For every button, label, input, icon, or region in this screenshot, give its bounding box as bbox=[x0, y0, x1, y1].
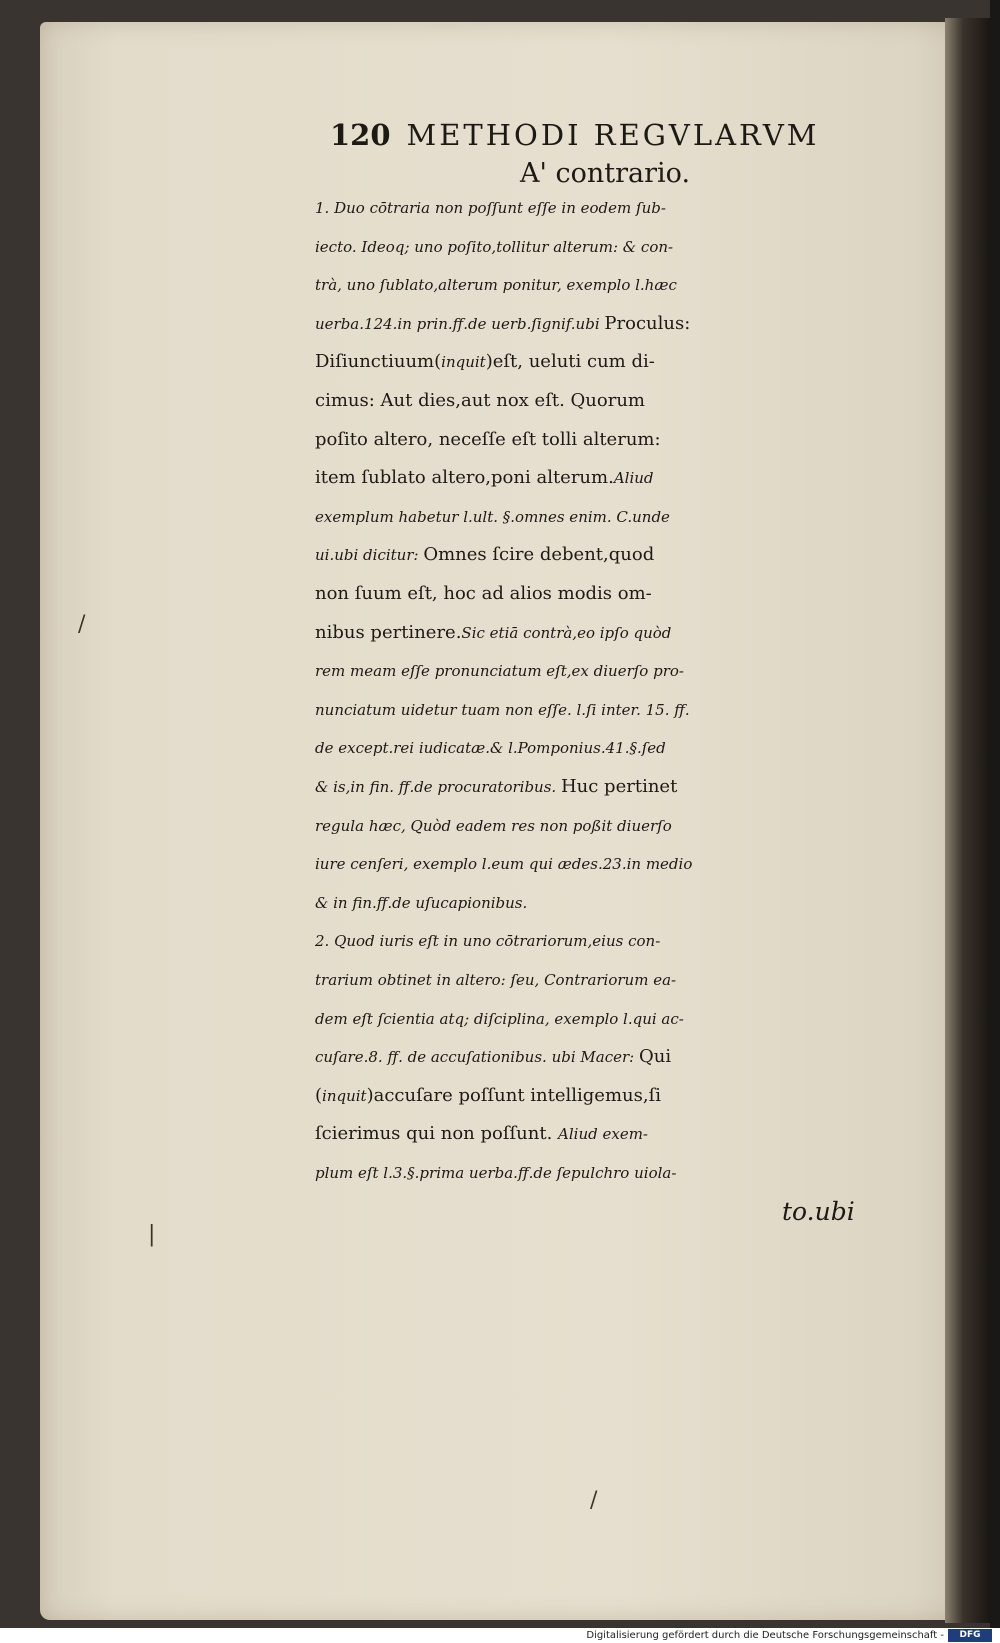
margin-mark: / bbox=[78, 612, 86, 637]
text-line bbox=[315, 1001, 920, 1037]
italic-text: ui.ubi dicitur: bbox=[315, 546, 424, 564]
text-line bbox=[315, 923, 920, 959]
roman-text: nibus pertinere. bbox=[315, 622, 462, 643]
italic-text: trà, uno ſublato,alterum ponitur, exemplo l.hæc bbox=[315, 276, 677, 294]
text-line bbox=[315, 190, 920, 226]
italic-text: Aliud bbox=[613, 469, 654, 487]
catchword bbox=[782, 1194, 942, 1230]
text-line bbox=[315, 422, 920, 458]
roman-text: Omnes ſcire debent,quod bbox=[423, 544, 655, 565]
text-line bbox=[315, 962, 920, 998]
italic-text: nunciatum uidetur tuam non eſſe. l.ſi inter. 15. ff. bbox=[315, 701, 690, 719]
italic-text: Sic etiā contrà,eo ipſo quòd bbox=[461, 624, 672, 642]
italic-text: de except.rei iudicatæ.& l.Pomponius.41.§.ſed bbox=[315, 739, 666, 757]
text-line bbox=[315, 1039, 920, 1075]
text-line bbox=[315, 885, 920, 921]
text-line bbox=[315, 846, 920, 882]
roman-text: )accuſare poſſunt intelligemus,ſi bbox=[366, 1085, 662, 1106]
roman-text: Diſiunctiuum( bbox=[315, 351, 442, 372]
text-line bbox=[315, 383, 920, 419]
text-line bbox=[315, 499, 920, 535]
text-line bbox=[315, 267, 920, 303]
roman-text: item ſublato altero,poni alterum. bbox=[315, 467, 614, 488]
italic-text: trarium obtinet in altero: ſeu, Contrariorum ea- bbox=[315, 971, 677, 989]
page-number: 120 bbox=[330, 118, 391, 152]
italic-text: cuſare.8. ff. de accuſationibus. ubi Macer: bbox=[315, 1048, 639, 1066]
italic-text: & in fin.ff.de uſucapionibus. bbox=[315, 894, 528, 912]
italic-text: 1. Duo cōtraria non poſſunt eſſe in eodem ſub- bbox=[315, 199, 666, 217]
margin-mark: / bbox=[590, 1488, 598, 1513]
roman-text: ( bbox=[315, 1085, 323, 1106]
text-line bbox=[315, 576, 920, 612]
text-line bbox=[315, 460, 920, 496]
text-line bbox=[315, 306, 920, 342]
italic-text: rem meam eſſe pronunciatum eſt,ex diuerſo pro- bbox=[315, 662, 684, 680]
text-line bbox=[315, 692, 920, 728]
text-line bbox=[315, 1078, 920, 1114]
italic-text: uerba.124.in prin.ff.de uerb.ſignif.ubi bbox=[315, 315, 605, 333]
roman-text: Proculus: bbox=[604, 313, 691, 334]
italic-text: dem eſt ſcientia atq; diſciplina, exemplo l.qui ac- bbox=[315, 1010, 684, 1028]
roman-text: cimus: Aut dies,aut nox eſt. Quorum bbox=[315, 390, 645, 411]
italic-text: Aliud exem- bbox=[558, 1125, 648, 1143]
footer-bar bbox=[0, 1628, 1000, 1643]
italic-text: plum eſt l.3.§.prima uerba.ff.de ſepulchro uiola- bbox=[315, 1164, 677, 1182]
italic-text: 2. Quod iuris eſt in uno cōtrariorum,eius con- bbox=[315, 932, 661, 950]
book-gutter bbox=[945, 18, 990, 1623]
running-head-title: METHODI REGVLARVM bbox=[406, 118, 820, 152]
italic-text: inquit bbox=[441, 353, 486, 371]
text-line bbox=[315, 653, 920, 689]
margin-mark: | bbox=[148, 1222, 156, 1247]
scan-edge bbox=[990, 0, 1000, 1628]
italic-text: & is,in fin. ff.de procuratoribus. bbox=[315, 778, 561, 796]
text-line bbox=[315, 769, 920, 805]
text-line bbox=[315, 808, 920, 844]
italic-text: iecto. Ideoq; uno poſito,tollitur alterum: & con- bbox=[315, 238, 674, 256]
roman-text: )eſt, ueluti cum di- bbox=[485, 351, 655, 372]
text-line bbox=[315, 537, 920, 573]
text-line bbox=[315, 344, 920, 380]
text-line bbox=[315, 229, 920, 265]
dfg-logo: DFG bbox=[948, 1629, 992, 1642]
roman-text: Huc pertinet bbox=[560, 776, 678, 797]
italic-text: exemplum habetur l.ult. §.omnes enim. C.unde bbox=[315, 508, 670, 526]
italic-text: iure cenſeri, exemplo l.eum qui ædes.23.in medio bbox=[315, 855, 693, 873]
footer-credit: Digitalisierung gefördert durch die Deutsche Forschungsgemeinschaft - bbox=[586, 1630, 944, 1641]
roman-text: poſito altero, neceſſe eſt tolli alterum: bbox=[315, 429, 661, 450]
roman-text: non ſuum eſt, hoc ad alios modis om- bbox=[315, 583, 652, 604]
text-line bbox=[315, 730, 920, 766]
section-title: A' contrario. bbox=[520, 158, 691, 189]
catchword-text: to.ubi bbox=[782, 1197, 855, 1226]
italic-text: inquit bbox=[322, 1087, 367, 1105]
roman-text: ſcierimus qui non poſſunt. bbox=[315, 1123, 559, 1144]
text-line bbox=[315, 1116, 920, 1152]
text-line bbox=[315, 1155, 920, 1191]
italic-text: regula hæc, Quòd eadem res non poßit diuerſo bbox=[315, 817, 672, 835]
text-line bbox=[315, 615, 920, 651]
roman-text: Qui bbox=[638, 1046, 672, 1067]
